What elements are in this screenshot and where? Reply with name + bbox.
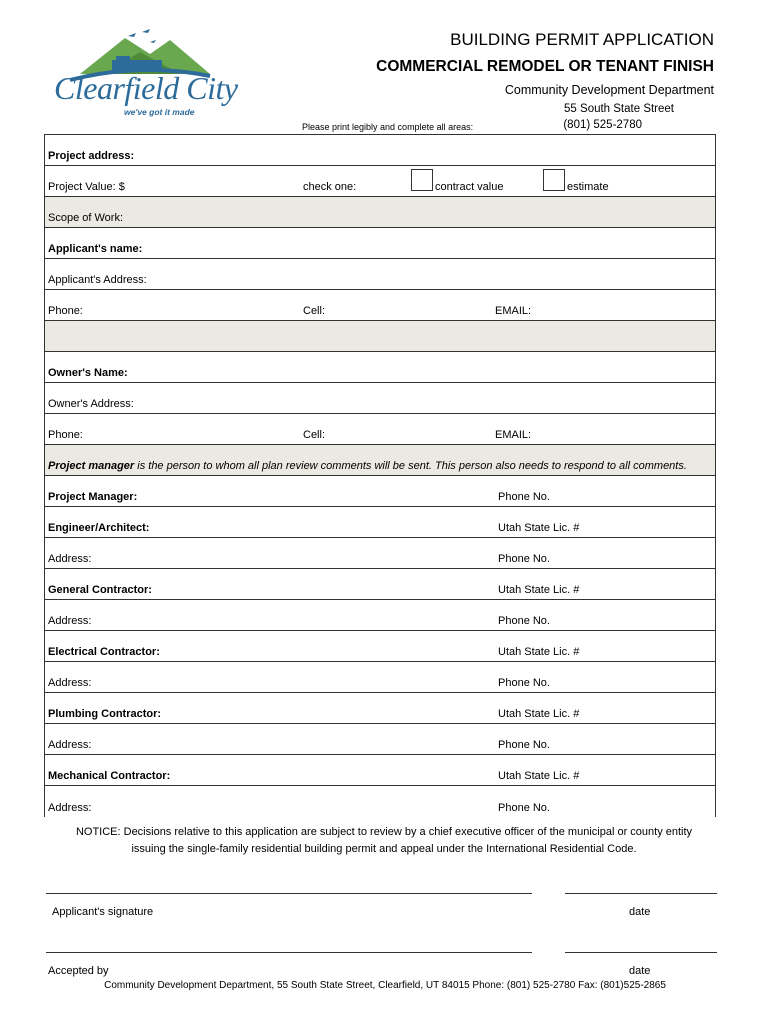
electrical-contractor-address-label: Address: bbox=[48, 677, 92, 689]
owner-cell-label: Cell: bbox=[303, 429, 326, 441]
owner-address-label: Owner's Address: bbox=[48, 398, 134, 410]
print-instructions: Please print legibly and complete all areas: bbox=[302, 122, 474, 132]
notice-line-2: issuing the single-family residential building permit and appeal under the International Residential Code. bbox=[131, 843, 637, 855]
general-contractor-address-row[interactable] bbox=[45, 600, 715, 631]
applicant-address-label: Applicant's Address: bbox=[48, 274, 147, 286]
accepted-date-line[interactable] bbox=[565, 952, 717, 953]
project-address-row[interactable] bbox=[45, 135, 715, 166]
project-manager-note bbox=[48, 460, 687, 472]
blank-shaded-row bbox=[45, 321, 715, 352]
project-manager-note-bold: Project manager bbox=[48, 460, 135, 472]
accepted-date-label: date bbox=[629, 965, 651, 977]
estimate-checkbox[interactable] bbox=[543, 169, 565, 191]
applicant-phone-row[interactable] bbox=[45, 290, 715, 321]
applicant-name-row[interactable] bbox=[45, 228, 715, 259]
logo-tagline: we've got it made bbox=[124, 107, 195, 117]
department-street: 55 South State Street bbox=[564, 103, 674, 115]
engineer-phone-label: Phone No. bbox=[498, 553, 550, 565]
scope-of-work-label: Scope of Work: bbox=[48, 212, 123, 224]
mechanical-contractor-address-label: Address: bbox=[48, 802, 92, 814]
engineer-address-row[interactable] bbox=[45, 538, 715, 569]
electrical-contractor-phone-label: Phone No. bbox=[498, 677, 550, 689]
plumbing-contractor-phone-label: Phone No. bbox=[498, 739, 550, 751]
applicant-name-label: Applicant's name: bbox=[48, 243, 143, 255]
general-contractor-row[interactable] bbox=[45, 569, 715, 600]
contract-value-label: contract value bbox=[435, 181, 504, 193]
notice-line-1: NOTICE: Decisions relative to this application are subject to review by a chief executive officer of the municipal or county entity bbox=[75, 826, 693, 838]
owner-phone-row[interactable] bbox=[45, 414, 715, 445]
engineer-address-label: Address: bbox=[48, 553, 92, 565]
general-contractor-license-label: Utah State Lic. # bbox=[498, 584, 580, 596]
project-address-label: Project address: bbox=[48, 150, 135, 162]
owner-phone-label: Phone: bbox=[48, 429, 83, 441]
applicant-date-label: date bbox=[629, 906, 651, 918]
project-manager-note-row bbox=[45, 445, 715, 476]
electrical-contractor-license-label: Utah State Lic. # bbox=[498, 646, 580, 658]
electrical-contractor-address-row[interactable] bbox=[45, 662, 715, 693]
mechanical-contractor-address-row[interactable] bbox=[45, 786, 715, 817]
general-contractor-label: General Contractor: bbox=[48, 584, 152, 596]
applicant-signature-label: Applicant's signature bbox=[52, 906, 154, 918]
mechanical-contractor-label: Mechanical Contractor: bbox=[48, 770, 171, 782]
electrical-contractor-row[interactable] bbox=[45, 631, 715, 662]
applicant-cell-label: Cell: bbox=[303, 305, 326, 317]
owner-address-row[interactable] bbox=[45, 383, 715, 414]
general-contractor-phone-label: Phone No. bbox=[498, 615, 550, 627]
mechanical-contractor-row[interactable] bbox=[45, 755, 715, 786]
department-name: Community Development Department bbox=[504, 83, 714, 97]
plumbing-contractor-address-row[interactable] bbox=[45, 724, 715, 755]
project-value-label: Project Value: $ bbox=[48, 181, 125, 193]
owner-name-label: Owner's Name: bbox=[48, 367, 128, 379]
applicant-date-line[interactable] bbox=[565, 893, 717, 894]
scope-of-work-row[interactable] bbox=[45, 197, 715, 228]
contract-value-checkbox[interactable] bbox=[411, 169, 433, 191]
engineer-license-label: Utah State Lic. # bbox=[498, 522, 580, 534]
engineer-row[interactable] bbox=[45, 507, 715, 538]
owner-name-row[interactable] bbox=[45, 352, 715, 383]
notice-text bbox=[46, 824, 722, 858]
estimate-label: estimate bbox=[567, 181, 609, 193]
accepted-by-label: Accepted by bbox=[48, 965, 109, 977]
electrical-contractor-label: Electrical Contractor: bbox=[48, 646, 160, 658]
project-manager-row[interactable] bbox=[45, 476, 715, 507]
page-subtitle: COMMERCIAL REMODEL OR TENANT FINISH bbox=[376, 58, 714, 75]
page-title: BUILDING PERMIT APPLICATION bbox=[450, 30, 714, 49]
applicant-signature-line[interactable] bbox=[46, 893, 532, 894]
plumbing-contractor-row[interactable] bbox=[45, 693, 715, 724]
applicant-address-row[interactable] bbox=[45, 259, 715, 290]
plumbing-contractor-address-label: Address: bbox=[48, 739, 92, 751]
project-manager-phone-label: Phone No. bbox=[498, 491, 550, 503]
department-phone: (801) 525-2780 bbox=[563, 119, 642, 131]
plumbing-contractor-label: Plumbing Contractor: bbox=[48, 708, 162, 720]
project-manager-label: Project Manager: bbox=[48, 491, 138, 503]
general-contractor-address-label: Address: bbox=[48, 615, 92, 627]
applicant-email-label: EMAIL: bbox=[495, 305, 532, 317]
page-footer: Community Development Department, 55 South State Street, Clearfield, UT 84015 Phone: (801) 525-2780 Fax: (801)525-2865 bbox=[104, 980, 666, 991]
owner-email-label: EMAIL: bbox=[495, 429, 532, 441]
engineer-label: Engineer/Architect: bbox=[48, 522, 150, 534]
mechanical-contractor-phone-label: Phone No. bbox=[498, 802, 550, 814]
applicant-phone-label: Phone: bbox=[48, 305, 83, 317]
accepted-by-line[interactable] bbox=[46, 952, 532, 953]
permit-form bbox=[44, 134, 716, 817]
mechanical-contractor-license-label: Utah State Lic. # bbox=[498, 770, 580, 782]
project-manager-note-text: is the person to whom all plan review comments will be sent. This person also needs to respond to all comments. bbox=[134, 460, 687, 472]
check-one-label: check one: bbox=[303, 181, 357, 193]
project-value-row[interactable] bbox=[45, 166, 715, 197]
plumbing-contractor-license-label: Utah State Lic. # bbox=[498, 708, 580, 720]
logo-wordmark: Clearfield City bbox=[54, 70, 238, 106]
